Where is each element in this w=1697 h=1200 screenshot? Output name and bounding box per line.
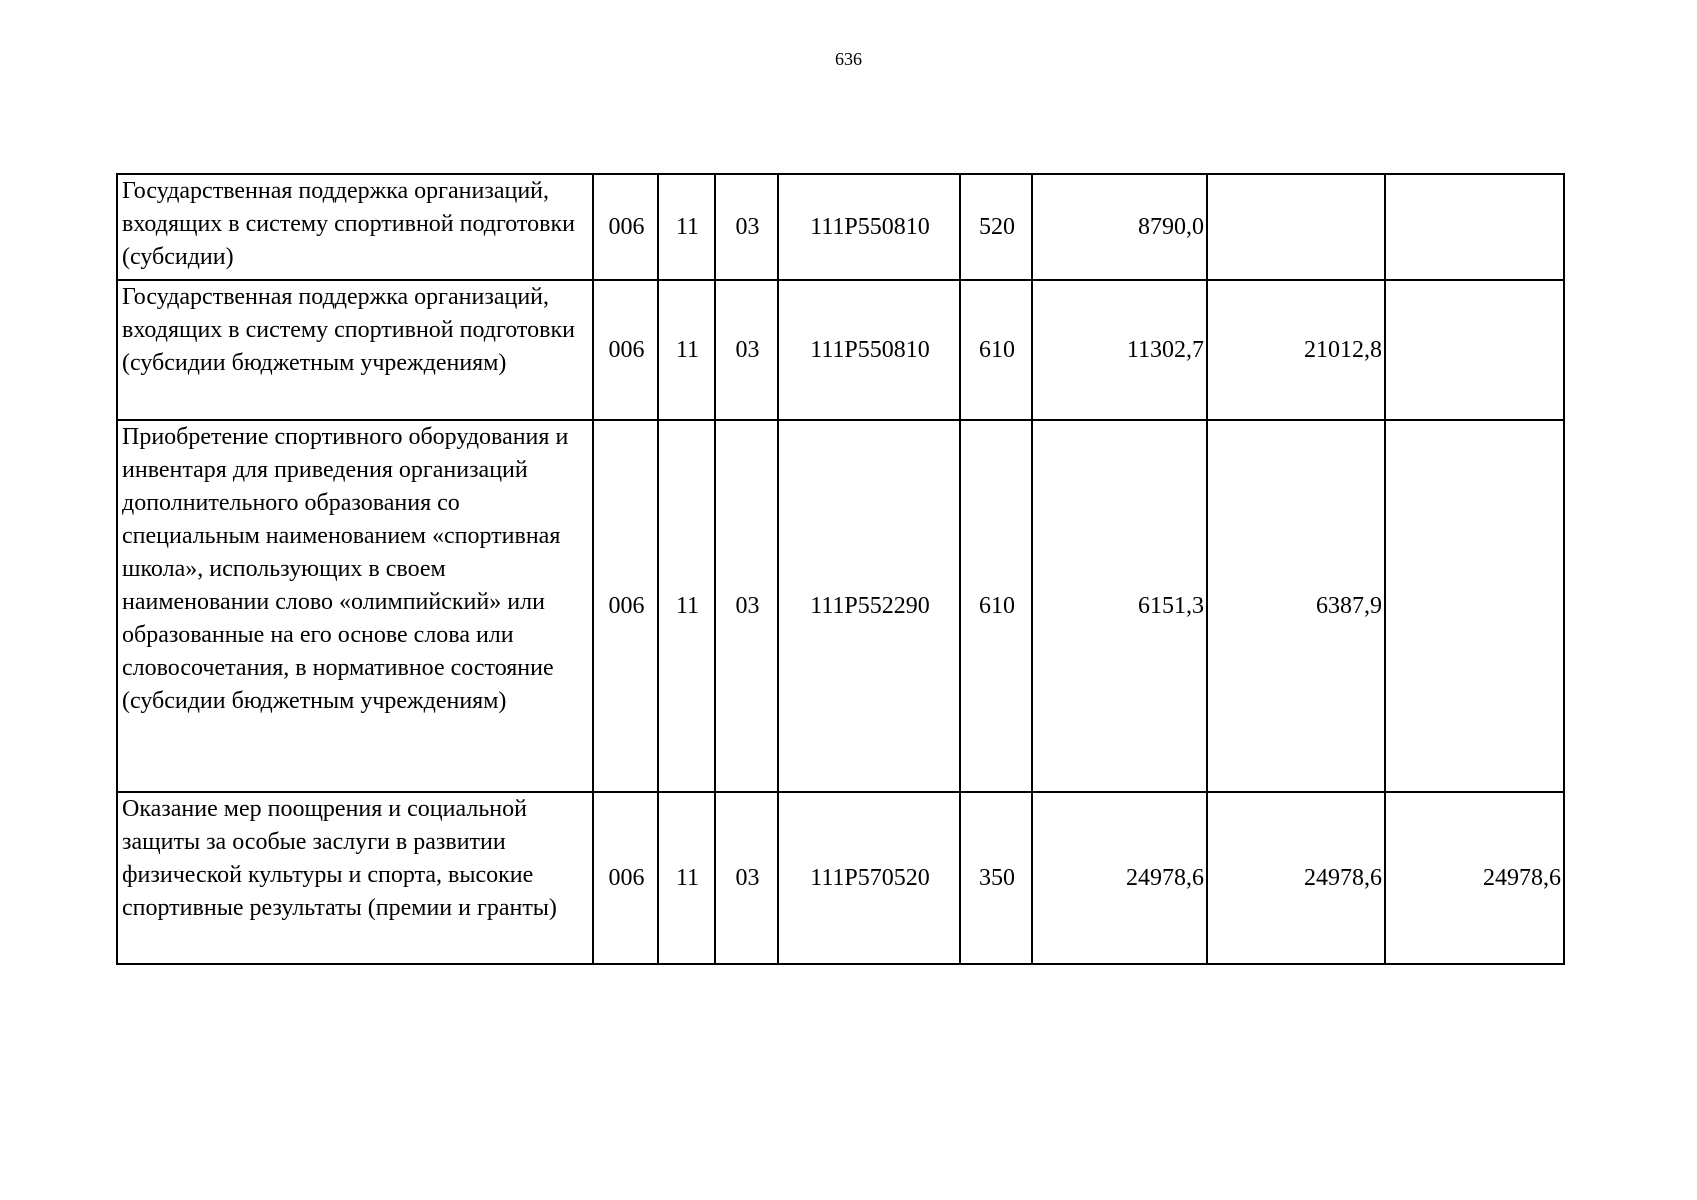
section-code: 11 xyxy=(658,792,715,964)
expense-type-code: 610 xyxy=(960,420,1032,792)
expense-type-code: 610 xyxy=(960,280,1032,420)
section-code: 11 xyxy=(658,174,715,280)
sum-year-3: 24978,6 xyxy=(1385,792,1564,964)
subsection-code: 03 xyxy=(715,280,778,420)
sum-year-3 xyxy=(1385,420,1564,792)
subsection-code: 03 xyxy=(715,792,778,964)
ministry-code: 006 xyxy=(593,420,658,792)
table-row xyxy=(117,792,1564,964)
table-row xyxy=(117,420,1564,792)
table-row xyxy=(117,280,1564,420)
ministry-code: 006 xyxy=(593,792,658,964)
section-code: 11 xyxy=(658,420,715,792)
sum-year-2: 24978,6 xyxy=(1207,792,1385,964)
sum-year-3 xyxy=(1385,280,1564,420)
expense-type-code: 520 xyxy=(960,174,1032,280)
sum-year-1: 8790,0 xyxy=(1032,174,1207,280)
sum-year-3 xyxy=(1385,174,1564,280)
ministry-code: 006 xyxy=(593,174,658,280)
budget-table xyxy=(116,173,1565,965)
subsection-code: 03 xyxy=(715,420,778,792)
row-description: Государственная поддержка организаций, входящих в систему спортивной подготовки (субсидии) xyxy=(117,174,593,280)
row-description: Государственная поддержка организаций, входящих в систему спортивной подготовки (субсидии бюджетным учреждениям) xyxy=(117,280,593,420)
sum-year-1: 24978,6 xyxy=(1032,792,1207,964)
ministry-code: 006 xyxy=(593,280,658,420)
row-description: Оказание мер поощрения и социальной защиты за особые заслуги в развитии физической культуры и спорта, высокие спортивные результаты (премии и гранты) xyxy=(117,792,593,964)
section-code: 11 xyxy=(658,280,715,420)
sum-year-2: 21012,8 xyxy=(1207,280,1385,420)
subsection-code: 03 xyxy=(715,174,778,280)
page-number: 636 xyxy=(835,49,862,69)
target-article-code: 111P550810 xyxy=(778,174,960,280)
sum-year-1: 6151,3 xyxy=(1032,420,1207,792)
table-row xyxy=(117,174,1564,280)
target-article-code: 111P552290 xyxy=(778,420,960,792)
row-description: Приобретение спортивного оборудования и инвентаря для приведения организаций дополнительного образования со специальным наименованием «спортивная школа», использующих в своем наименовании слово «олимпийский» или образованные на его основе слова или словосочетания, в нормативное состояние (субсидии бюджетным учреждениям) xyxy=(117,420,593,792)
target-article-code: 111P550810 xyxy=(778,280,960,420)
sum-year-2: 6387,9 xyxy=(1207,420,1385,792)
sum-year-2 xyxy=(1207,174,1385,280)
expense-type-code: 350 xyxy=(960,792,1032,964)
sum-year-1: 11302,7 xyxy=(1032,280,1207,420)
target-article-code: 111P570520 xyxy=(778,792,960,964)
